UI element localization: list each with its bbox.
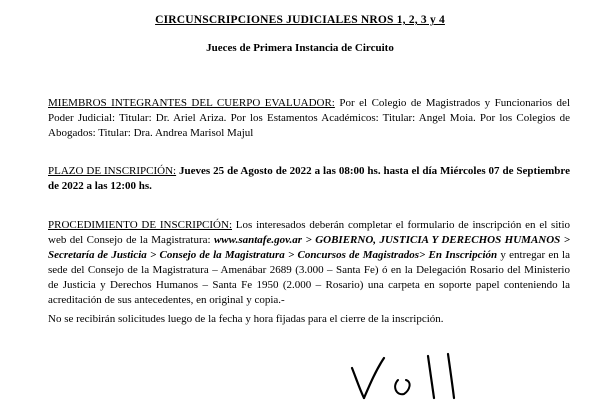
procedimiento-paragraph	[48, 218, 570, 308]
document-subheading: Jueces de Primera Instancia de Circuito	[206, 42, 394, 54]
document-heading: CIRCUNSCRIPCIONES JUDICIALES NROS 1, 2, 3 y 4	[155, 14, 445, 26]
procedimiento-outro: y entregar en la sede del Consejo de la Magistratura – Amenábar 2689 (3.000 – Santa Fe) ó en la Delegación Rosario del Ministerio de Justicia y Derechos Humanos – Santa Fe 1950 (2.000 – Rosario) una carpeta en soporte papel conteniendo la acreditación de sus antecedentes, en original y copia.-	[48, 249, 570, 306]
procedimiento-label: PROCEDIMIENTO DE INSCRIPCIÓN:	[48, 219, 233, 231]
miembros-label: MIEMBROS INTEGRANTES DEL CUERPO EVALUADOR:	[48, 97, 335, 109]
plazo-text: Jueves 25 de Agosto de 2022 a las 08:00 hs. hasta el día Miércoles 07 de Septiembre de 2022 a las 12:00 hs.	[48, 165, 570, 192]
miembros-text: Por el Colegio de Magistrados y Funcionarios del Poder Judicial: Titular: Dr. Ariel Ariza. Por los Estamentos Académicos: Titular: Angel Moia. Por los Colegios de Abogados: Titular: Dra. Andrea Marisol Majul	[48, 97, 570, 139]
procedimiento-path: > GOBIERNO, JUSTICIA Y DERECHOS HUMANOS > Secretaría de Justicia > Consejo de la Magistratura > Concursos de Magistrados> En Inscripción	[48, 234, 570, 261]
procedimiento-intro: Los interesados deberán completar el formulario de inscripción en el sitio web del Consejo de la Magistratura:	[48, 219, 571, 246]
closing-note: No se recibirán solicitudes luego de la fecha y hora fijadas para el cierre de la inscripción.	[48, 313, 444, 325]
handwritten-signature	[340, 350, 480, 400]
procedimiento-url: www.santafe.gov.ar	[213, 234, 303, 246]
plazo-label: PLAZO DE INSCRIPCIÓN:	[48, 165, 177, 177]
plazo-paragraph	[48, 164, 570, 194]
miembros-paragraph	[48, 96, 570, 141]
